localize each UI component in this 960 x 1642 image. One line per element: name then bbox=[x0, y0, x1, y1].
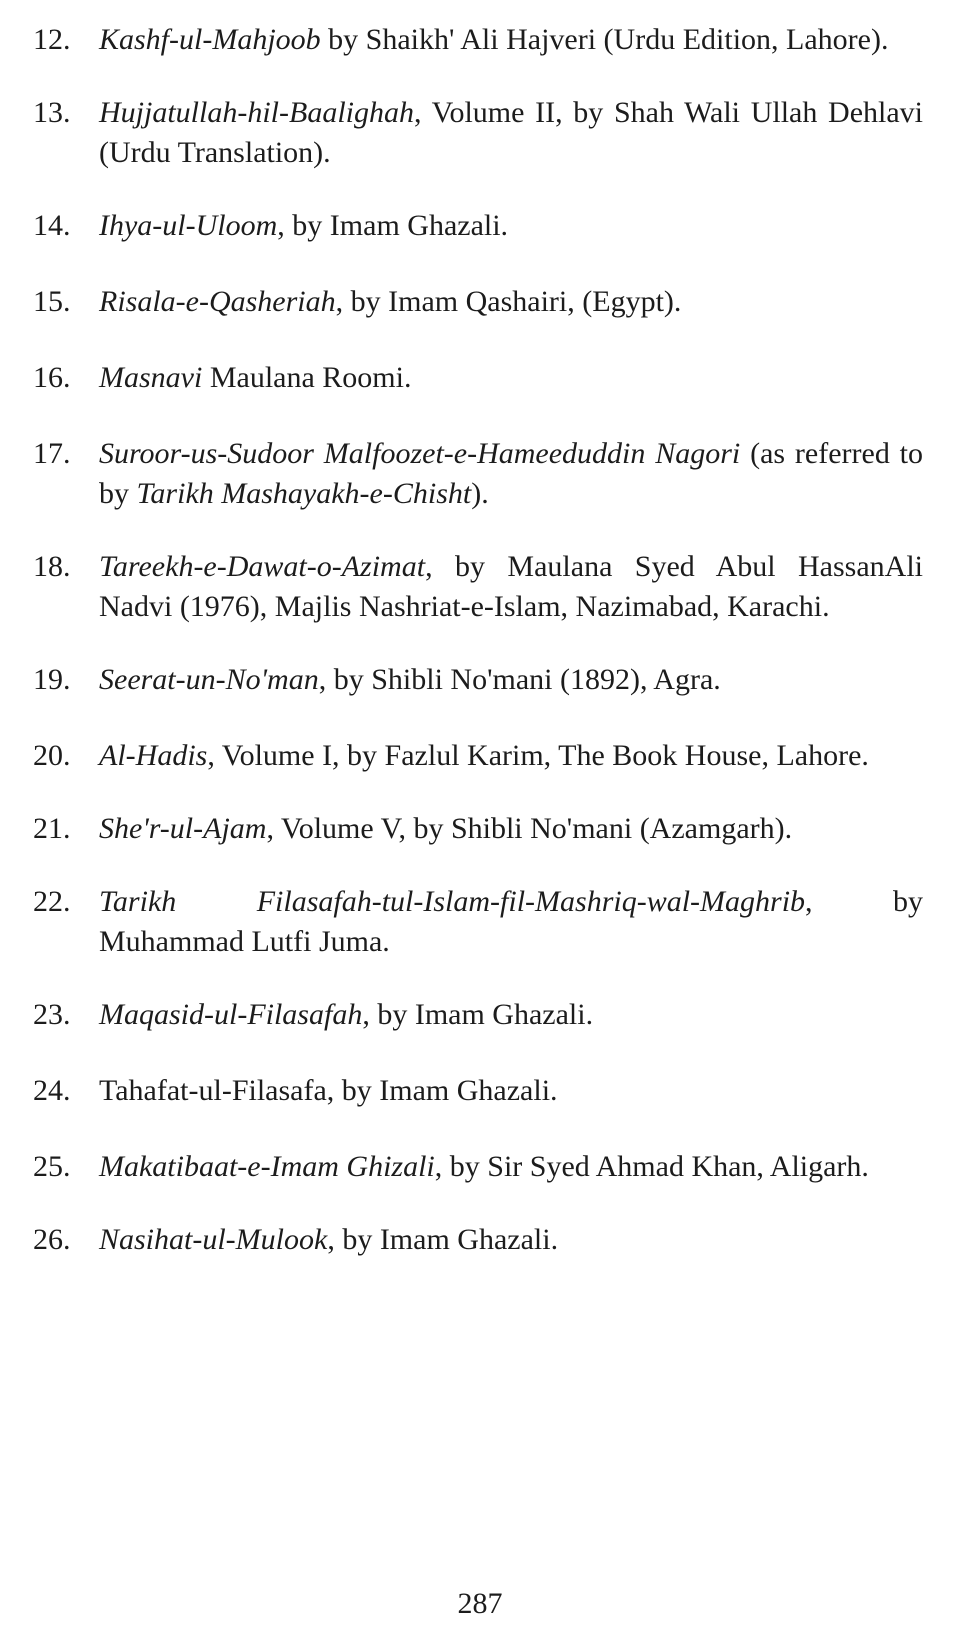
reference-item-18 bbox=[33, 547, 923, 627]
reference-number: 12. bbox=[33, 23, 71, 56]
reference-item-26 bbox=[33, 1220, 923, 1260]
reference-details: , by Maulana Syed Abul HassanAli Nadvi (1976), Majlis Nashriat-e-Islam, Nazimabad, Karachi. bbox=[99, 550, 923, 623]
reference-item-24 bbox=[33, 1071, 923, 1111]
reference-number: 16. bbox=[33, 361, 71, 394]
reference-cited-title: Tarikh Mashayakh-e-Chisht bbox=[136, 477, 472, 510]
reference-details: , by Imam Qashairi, (Egypt). bbox=[335, 285, 682, 318]
reference-title: Masnavi bbox=[99, 361, 203, 394]
reference-details: Maulana Roomi. bbox=[202, 361, 412, 394]
reference-details: , Volume I, by Fazlul Karim, The Book House, Lahore. bbox=[207, 739, 869, 772]
reference-number: 25. bbox=[33, 1150, 71, 1183]
reference-details: Tahafat-ul-Filasafa, by Imam Ghazali. bbox=[99, 1074, 558, 1107]
reference-item-15 bbox=[33, 282, 923, 322]
reference-title: Maqasid-ul-Filasafah bbox=[99, 998, 363, 1031]
reference-details-end: ). bbox=[471, 477, 489, 510]
reference-item-12 bbox=[33, 20, 923, 60]
reference-title: Risala-e-Qasheriah bbox=[99, 285, 336, 318]
reference-title: Al-Hadis bbox=[99, 739, 208, 772]
reference-number: 18. bbox=[33, 550, 71, 583]
reference-title: Suroor-us-Sudoor Malfoozet-e-Hameeduddin Nagori bbox=[99, 437, 741, 470]
reference-details: , by Imam Ghazali. bbox=[327, 1223, 559, 1256]
reference-details: , by Imam Ghazali. bbox=[277, 209, 509, 242]
page-number: 287 bbox=[457, 1587, 503, 1620]
reference-title: Ihya-ul-Uloom bbox=[99, 209, 278, 242]
reference-number: 15. bbox=[33, 285, 71, 318]
reference-item-13 bbox=[33, 93, 923, 173]
reference-number: 23. bbox=[33, 998, 71, 1031]
reference-details: by Shaikh' Ali Hajveri (Urdu Edition, Lahore). bbox=[320, 23, 889, 56]
reference-item-19 bbox=[33, 660, 923, 700]
reference-number: 19. bbox=[33, 663, 71, 696]
reference-number: 14. bbox=[33, 209, 71, 242]
reference-number: 13. bbox=[33, 96, 71, 129]
reference-item-22 bbox=[33, 882, 923, 962]
reference-title: Kashf-ul-Mahjoob bbox=[99, 23, 321, 56]
reference-details: , Volume II, by Shah Wali Ullah Dehlavi (Urdu Translation). bbox=[99, 96, 923, 169]
reference-details: , by Shibli No'mani (1892), Agra. bbox=[318, 663, 721, 696]
reference-number: 26. bbox=[33, 1223, 71, 1256]
reference-item-21 bbox=[33, 809, 923, 849]
reference-details: , by Imam Ghazali. bbox=[362, 998, 594, 1031]
reference-details: , by Sir Syed Ahmad Khan, Aligarh. bbox=[434, 1150, 869, 1183]
reference-item-20 bbox=[33, 736, 923, 776]
reference-number: 17. bbox=[33, 437, 71, 470]
reference-title: She'r-ul-Ajam bbox=[99, 812, 267, 845]
reference-item-16 bbox=[33, 358, 923, 398]
reference-details: (as referred to by bbox=[99, 437, 923, 510]
reference-number: 24. bbox=[33, 1074, 71, 1107]
reference-title: Hujjatullah-hil-Baalighah bbox=[99, 96, 414, 129]
reference-item-25 bbox=[33, 1147, 923, 1187]
reference-number: 20. bbox=[33, 739, 71, 772]
reference-title: Nasihat-ul-Mulook bbox=[99, 1223, 328, 1256]
reference-title: Seerat-un-No'man bbox=[99, 663, 319, 696]
reference-number: 21. bbox=[33, 812, 71, 845]
reference-details: , by Muhammad Lutfi Juma. bbox=[99, 885, 923, 958]
reference-item-14 bbox=[33, 206, 923, 246]
reference-title: Tarikh Filasafah-tul-Islam-fil-Mashriq-wal-Maghrib bbox=[99, 885, 806, 918]
reference-title: Tareekh-e-Dawat-o-Azimat bbox=[99, 550, 426, 583]
reference-title: Makatibaat-e-Imam Ghizali bbox=[99, 1150, 435, 1183]
reference-details: , Volume V, by Shibli No'mani (Azamgarh). bbox=[266, 812, 793, 845]
reference-list bbox=[33, 20, 923, 1296]
reference-number: 22. bbox=[33, 885, 71, 918]
reference-item-17 bbox=[33, 434, 923, 514]
reference-item-23 bbox=[33, 995, 923, 1035]
